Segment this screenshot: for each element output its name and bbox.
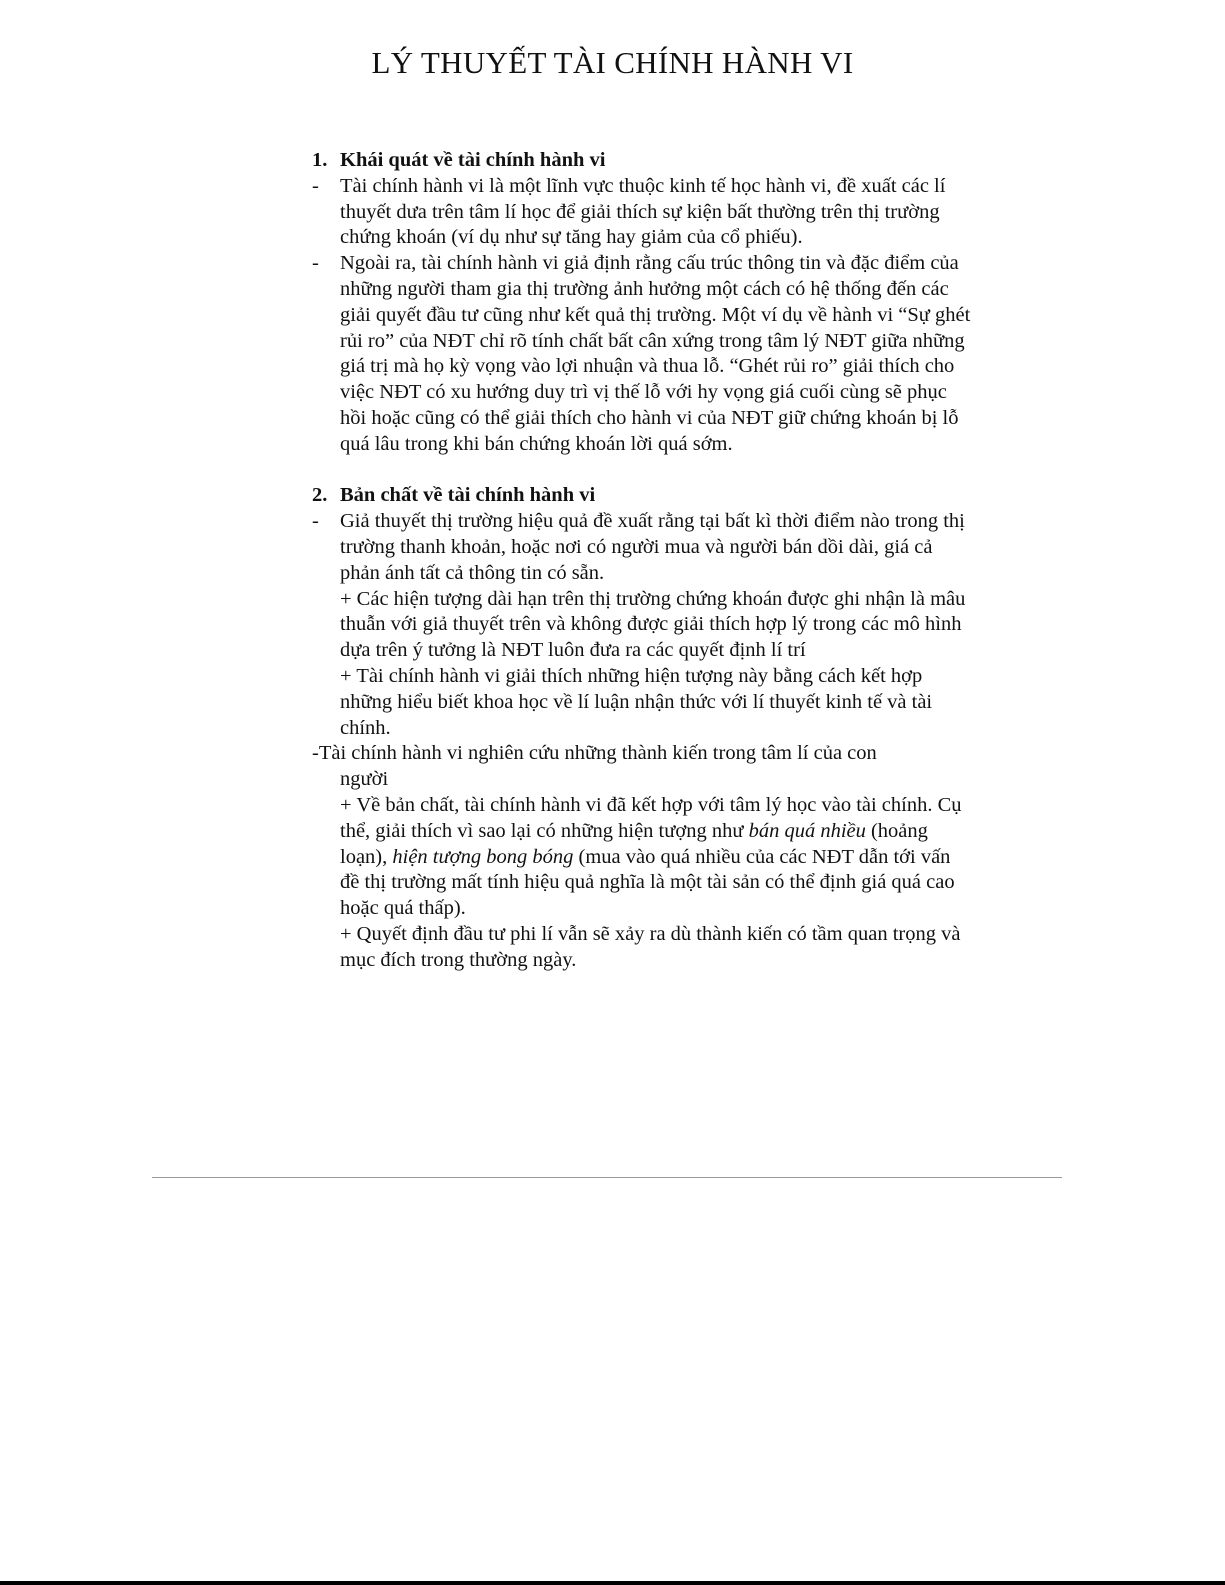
sub-item: + Tài chính hành vi giải thích những hiện tượng này bằng cách kết hợp những hiểu biết khoa học về lí luận nhận thức với lí thuyết kinh tế và tài chính. <box>340 664 933 739</box>
italic-term: bán quá nhiều <box>748 819 866 842</box>
sub-item: + Các hiện tượng dài hạn trên thị trường chứng khoán được ghi nhận là mâu thuẫn với giả thuyết trên và không được giải thích hợp lý trong các mô hình dựa trên ý tưởng là NĐT luôn đưa ra các quyết định lí trí <box>340 587 966 662</box>
sub-item: + Quyết định đầu tư phi lí vẫn sẽ xảy ra dù thành kiến có tầm quan trọng và mục đích trong thường ngày. <box>340 922 961 971</box>
text-run: (hoảng loạn), <box>340 819 928 868</box>
text-run: + Về bản chất, tài chính hành vi đã kết hợp với tâm lý học vào tài chính. Cụ thể, giải thích vì sao lại có những hiện tượng như <box>340 793 962 842</box>
list-item <box>312 509 972 586</box>
section-heading-1 <box>312 148 972 174</box>
list-item-text: Giả thuyết thị trường hiệu quả đề xuất rằng tại bất kì thời điểm nào trong thị trường thanh khoản, hoặc nơi có người mua và người bán dồi dài, giá cả phản ánh tất cả thông tin có sẵn. <box>340 510 965 584</box>
bullet-dash: - <box>312 510 319 533</box>
section-heading-text: Bản chất về tài chính hành vi <box>340 484 596 507</box>
section-heading-text: Khái quát về tài chính hành vi <box>340 149 606 171</box>
section-heading-2 <box>312 483 972 509</box>
bottom-edge-bar <box>0 1581 1225 1585</box>
page-divider <box>152 1177 1062 1178</box>
list-item-text: Ngoài ra, tài chính hành vi giả định rằng cấu trúc thông tin và đặc điểm của những người tham gia thị trường ảnh hưởng một cách có hệ thống đến các giải quyết đầu tư cũng như kết quả thị trường. Một ví dụ về hành vi “Sự ghét rủi ro” của NĐT chỉ rõ tính chất bất cân xứng trong tâm lý NĐT giữa những giá trị mà họ kỳ vọng vào lợi nhuận và thua lỗ. “Ghét rủi ro” giải thích cho việc NĐT có xu hướng duy trì vị thế lỗ với hy vọng giá cuối cùng sẽ phục hồi hoặc cũng có thể giải thích cho hành vi của NĐT giữ chứng khoán bị lỗ quá lâu trong khi bán chứng khoán lời quá sớm. <box>340 252 971 455</box>
document-body <box>312 148 972 974</box>
text-run: (mua vào quá nhiều của các NĐT dẫn tới vấn đề thị trường mất tính hiệu quả nghĩa là một tài sản có thể định giá quá cao hoặc quá thấp). <box>340 845 955 920</box>
list-item <box>312 251 972 457</box>
italic-term: hiện tượng bong bóng <box>392 845 574 868</box>
bullet-dash: - <box>312 174 319 197</box>
section-number: 2. <box>312 484 328 507</box>
list-item-continuation: người <box>340 768 389 791</box>
bullet-dash: - <box>312 252 319 275</box>
list-item <box>312 174 972 251</box>
section-number: 1. <box>312 149 328 171</box>
list-item-text: -Tài chính hành vi nghiên cứu những thành kiến trong tâm lí của con <box>312 742 877 765</box>
sub-item <box>312 793 972 922</box>
document-title: LÝ THUYẾT TÀI CHÍNH HÀNH VI <box>371 44 854 80</box>
list-item-text: Tài chính hành vi là một lĩnh vực thuộc kinh tế học hành vi, đề xuất các lí thuyết dưa trên tâm lí học để giải thích sự kiện bất thường trên thị trường chứng khoán (ví dụ như sự tăng hay giảm của cổ phiếu). <box>340 174 946 249</box>
